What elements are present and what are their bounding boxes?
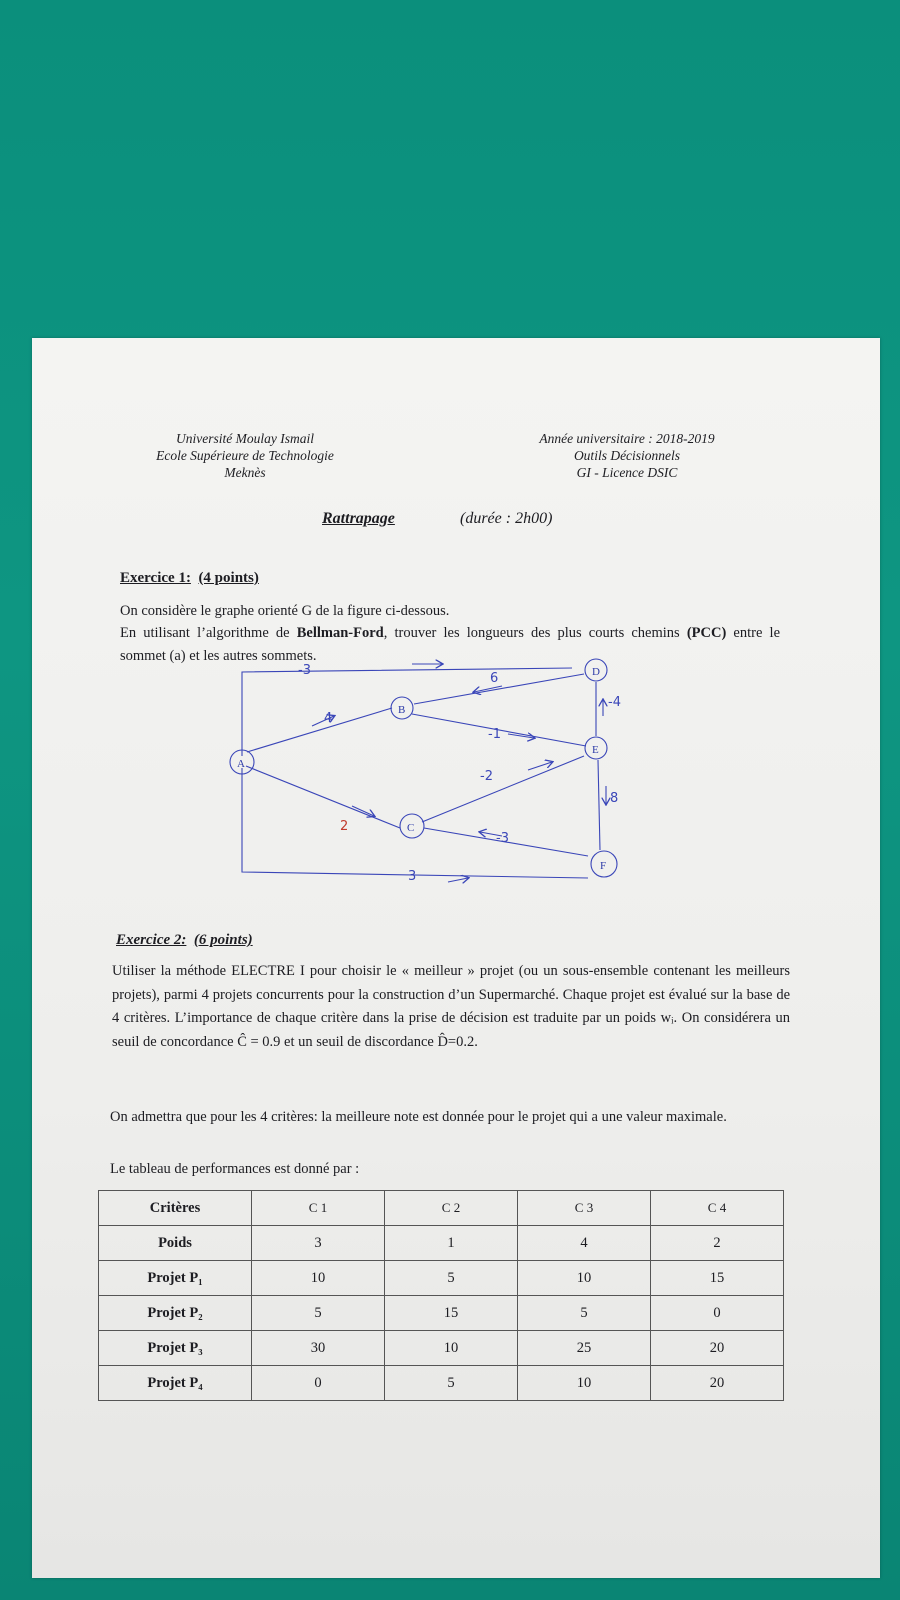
row-header: Projet P₄ bbox=[99, 1366, 252, 1401]
table-cell: 20 bbox=[651, 1331, 784, 1366]
edge-a-f bbox=[242, 768, 588, 878]
table-cell: 5 bbox=[252, 1296, 385, 1331]
line2-post: , trouver les longueurs des plus courts chemins bbox=[383, 625, 687, 641]
line2-pcc: (PCC) bbox=[686, 625, 727, 641]
table-row bbox=[99, 1331, 784, 1366]
graph-nodes bbox=[230, 659, 617, 877]
edge-e-f bbox=[598, 760, 600, 850]
weight-d-b: 6 bbox=[490, 671, 499, 686]
arrow-a-c bbox=[352, 806, 374, 816]
edge-a-d bbox=[242, 668, 572, 756]
exercise1-label: Exercice 1: bbox=[120, 570, 191, 586]
table-cell: 5 bbox=[385, 1366, 518, 1401]
table-cell: 0 bbox=[252, 1366, 385, 1401]
exam-sheet bbox=[32, 338, 880, 1578]
header-city: Meknès bbox=[224, 465, 266, 480]
table-row bbox=[99, 1366, 784, 1401]
header-program: GI - Licence DSIC bbox=[576, 465, 678, 480]
header-cell: C 3 bbox=[518, 1191, 651, 1226]
node-a-label: A bbox=[237, 758, 245, 770]
performance-table bbox=[98, 1190, 784, 1401]
exercise2-paragraph1: Utiliser la méthode ELECTRE I pour choisir le « meilleur » projet (ou un sous-ensemble contenant les meilleurs projets), parmi 4 projets concurrents pour la construction d’un Supermarché. Chaque projet est évalué sur la base de 4 critères. L’importance de chaque critère dans la prise de décision est traduite par un poids wᵢ. On considérera un seuil de concordance Ĉ = 0.9 et un seuil de discordance D̂=0.2. bbox=[112, 963, 790, 1050]
line2-pre: En utilisant l’algorithme de bbox=[120, 625, 297, 641]
header-course bbox=[502, 430, 752, 481]
node-b-label: B bbox=[398, 704, 406, 716]
table-cell: 10 bbox=[252, 1261, 385, 1296]
table-cell: 15 bbox=[385, 1296, 518, 1331]
header-year: Année universitaire : 2018-2019 bbox=[539, 431, 715, 446]
node-e-label: E bbox=[592, 744, 599, 756]
table-cell: 20 bbox=[651, 1366, 784, 1401]
table-cell: 15 bbox=[651, 1261, 784, 1296]
table-cell: 5 bbox=[518, 1296, 651, 1331]
row-header: Projet P₂ bbox=[99, 1296, 252, 1331]
weight-b-e: -1 bbox=[488, 727, 501, 742]
weight-a-c: 2 bbox=[340, 819, 349, 834]
weight-c-e: -2 bbox=[480, 769, 493, 784]
weight-f-c: -3 bbox=[496, 831, 509, 846]
header-cell: C 1 bbox=[252, 1191, 385, 1226]
table-cell: 10 bbox=[518, 1261, 651, 1296]
edge-d-b bbox=[414, 674, 584, 704]
header-cell: Critères bbox=[99, 1191, 252, 1226]
row-header: Projet P₃ bbox=[99, 1331, 252, 1366]
table-cell: 1 bbox=[385, 1226, 518, 1261]
row-header: Poids bbox=[99, 1226, 252, 1261]
exercise2-heading bbox=[116, 932, 253, 949]
exercise1-heading bbox=[120, 570, 259, 587]
header-cell: C 4 bbox=[651, 1191, 784, 1226]
table-cell: 5 bbox=[385, 1261, 518, 1296]
table-cell: 0 bbox=[651, 1296, 784, 1331]
node-d-label: D bbox=[592, 666, 600, 678]
exercise2-points: (6 points) bbox=[193, 932, 253, 948]
table-cell: 3 bbox=[252, 1226, 385, 1261]
edge-c-e bbox=[422, 756, 584, 822]
exercise2-paragraph2: On admettra que pour les 4 critères: la meilleure note est donnée pour le projet qui a une valeur maximale. bbox=[110, 1109, 727, 1125]
row-header: Projet P₁ bbox=[99, 1261, 252, 1296]
table-row bbox=[99, 1261, 784, 1296]
table-cell: 10 bbox=[385, 1331, 518, 1366]
exercise1-line1: On considère le graphe orienté G de la figure ci-dessous. bbox=[120, 603, 450, 619]
exercise2-paragraph3: Le tableau de performances est donné par : bbox=[110, 1161, 360, 1177]
title-main: Rattrapage bbox=[322, 510, 395, 527]
table-cell: 25 bbox=[518, 1331, 651, 1366]
weight-a-b: 4 bbox=[324, 711, 333, 726]
table-cell: 4 bbox=[518, 1226, 651, 1261]
table-cell: 10 bbox=[518, 1366, 651, 1401]
header-subject: Outils Décisionnels bbox=[573, 448, 681, 463]
table-row bbox=[99, 1296, 784, 1331]
header-institution bbox=[120, 430, 370, 481]
exercise1-points: (4 points) bbox=[198, 570, 259, 586]
edge-a-c bbox=[246, 766, 400, 828]
table-cell: 2 bbox=[651, 1226, 784, 1261]
line2-post2: entre le sommet (a) et les autres sommets. bbox=[120, 625, 781, 664]
table-cell: 30 bbox=[252, 1331, 385, 1366]
header-school: Ecole Supérieure de Technologie bbox=[156, 448, 334, 463]
arrow-c-e bbox=[528, 762, 552, 770]
table-row bbox=[99, 1226, 784, 1261]
weight-a-f: 3 bbox=[408, 869, 417, 884]
exercise2-label: Exercice 2: bbox=[116, 932, 187, 948]
weight-e-f: 8 bbox=[610, 791, 619, 806]
node-c-label: C bbox=[407, 822, 415, 834]
weight-a-d: -3 bbox=[298, 663, 311, 678]
weight-e-d: -4 bbox=[608, 695, 621, 710]
header-university: Université Moulay Ismail bbox=[176, 431, 314, 446]
arrow-a-f bbox=[448, 878, 468, 882]
edge-a-b bbox=[247, 708, 392, 752]
line2-algo: Bellman-Ford bbox=[296, 625, 384, 641]
table-header-row bbox=[99, 1191, 784, 1226]
header-cell: C 2 bbox=[385, 1191, 518, 1226]
node-f-label: F bbox=[600, 860, 607, 872]
directed-graph bbox=[212, 656, 642, 886]
title-duration: (durée : 2h00) bbox=[460, 510, 553, 527]
